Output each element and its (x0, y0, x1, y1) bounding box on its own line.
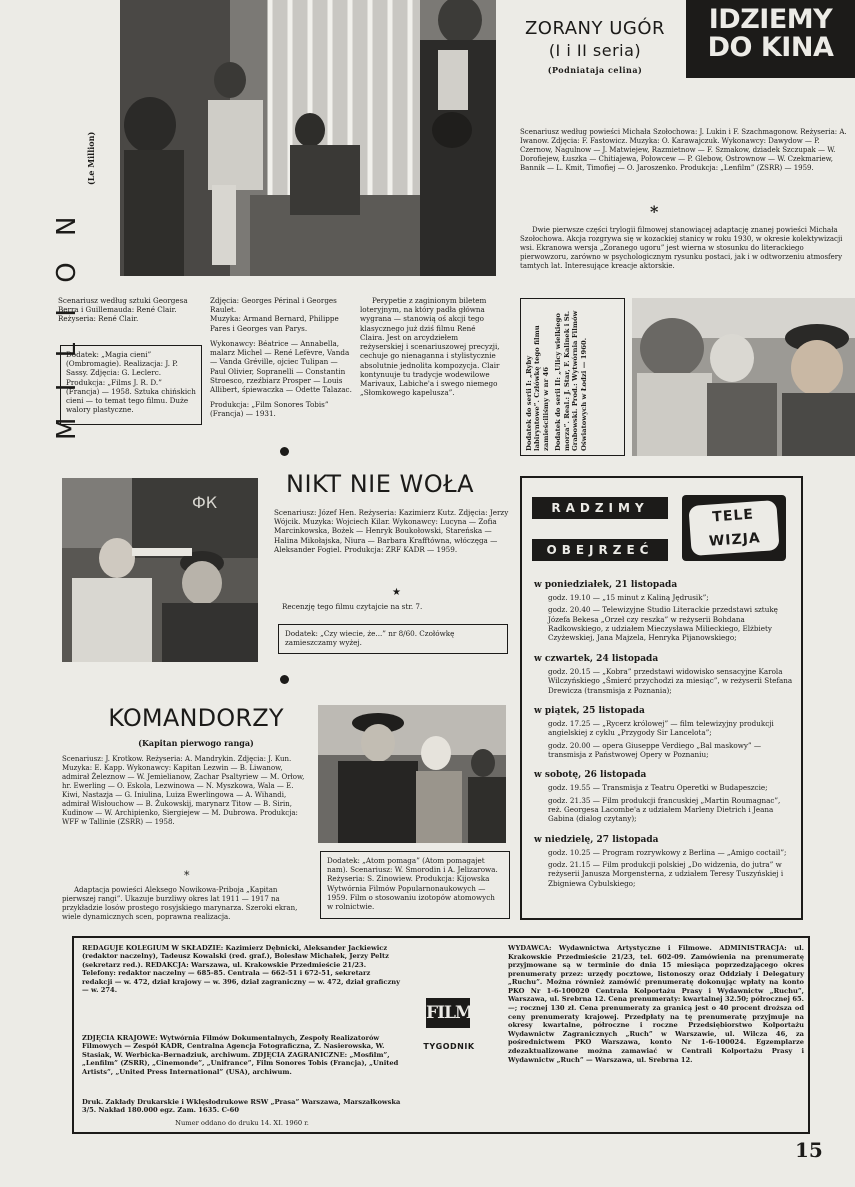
impressum-druk: Druk. Zakłady Drukarskie i Wklęsłodrukowe RSW „Prasa” Warszawa, Marszałkowska 3/5. Nakład 180.000 egz. Zam. 1635. C-60 Numer oddano do druku 14. XI. 1960 r. (82, 1098, 401, 1127)
tv-schedule (534, 580, 796, 891)
tv-label-obejrzec: OBEJRZEĆ (532, 539, 668, 561)
zorany-body: Dwie pierwsze części trylogii filmowej stanowiącej adaptację znanej powieści Michała Szołochowa. Akcja rozgrywa się w kozackiej stanicy w roku 1930, w okresie kolektywizacji wsi. Ekranowa wersja „Zoranego ugoru” jest wierna w stosunku do literackiego pierwowzoru, zarówno w psychologicznym rysunku postaci, jak i w odtworzeniu atmosfery tamtych lat. Interesujące kreacje aktorskie. (520, 226, 843, 270)
milion-dodatek-box: Dodatek: „Magia cieni” (Ombromagie). Realizacja: J. P. Sassy. Zdjęcia: G. Leclerc. Produkcja: „Films J. R. D.” (Francja) — 1958. Sztuka chińskich cieni — to temat tego filmu. Duże walory plastyczne. (60, 345, 202, 425)
film-logo-sub: TYGODNIK (423, 1042, 475, 1051)
zorany-dodatek-vertical: Dodatek do serii I: „Ryby labiryntowe”. Człówkę tego filmu zamieściliśmy w nr 46 Dodatek do serii II: „Ulicy wielkiego morza”. Real.: J. Star, F. Kalinek i St. Grabowski. Prod.: Wytwórnia Filmów Oświatowych w Łodzi — 1960. (520, 298, 625, 456)
tv-day: w poniedziałek, 21 listopada godz. 19.10 — „15 minut z Kaliną Jędrusik”; godz. 20.40 — Telewizyjne Studio Literackie przedstawi sztukę Józefa Bekesa „Orzeł czy reszka” w reżyserii Bohdana Radkowskiego, z udziałem Mieczysława Milieckiego, Elżbiety Czyżewskiej, Jana Majzela, Henryka Pijanowskiego; (534, 580, 778, 643)
tv-day: w piątek, 25 listopada godz. 17.25 — „Rycerz królowej” — film telewizyjny produkcji angielskiej z cyklu „Przygody Sir Lancelota”; godz. 20.00 — opera Giuseppe Verdiego „Bal maskowy” — transmisja z Państwowej Opery w Poznaniu; (534, 705, 774, 759)
nikt-credits: Scenariusz: Józef Hen. Reżyseria: Kazimierz Kutz. Zdjęcia: Jerzy Wójcik. Muzyka: Wojciech Kilar. Wykonawcy: Lucyna — Zofia Marcinkowska, Bożek — Henryk Boukołowski, Stareńska — Halina Mikołajska, Niura — Barbara Krafftówna, włóczęga — Aleksander Fogiel. Produkcja: ZRF KADR — 1959. (274, 508, 509, 554)
nikt-dodatek-box: Dodatek: „Czy wiecie, że...” nr 8/60. Czołówkę zamieszczamy wyżej. (278, 624, 508, 654)
zorany-title: ZORANY UGÓR (I i II seria) (Podniataja celina) (524, 18, 666, 75)
milion-credits-col2: Zdjęcia: Georges Périnal i Georges Raulet. Muzyka: Armand Bernard, Philippe Pares i Georges van Parys. Wykonawcy: Béatrice — Annabella, malarz Michel — René Lefèvre, Vanda — Vanda Gréville, ojciec Tulipan — Paul Olivier, Sopranelli — Constantin Stroesco, rzeźbiarz Prosper — Louis Allibert, śpiewaczka — Odette Talazac. Produkcja: „Film Sonores Tobis” (Francja) — 1931. (210, 296, 352, 419)
impressum-wydawca: WYDAWCA: Wydawnictwa Artystyczne i Filmowe. ADMINISTRACJA: ul. Krakowskie Przedmieście 21/23, tel. 602-09. Zamówienia na prenumeratę przyjmowane są w terminie do dnia 15 miesiąca poprzedzającego okres prenumeraty przez: urzędy pocztowe, listonoszy oraz Oddziały i Delegatury „Ruchu”. Można również zamówić prenumeratę dokonując wpłaty na konto PKO Nr 1-6-100020 Centrala Kolportażu Prasy i Wydawnictw „Ruchu”, Warszawa, ul. Srebrna 12. Cena prenumeraty: kwartalnej 32.50; półrocznej 65.—; rocznej 130 zł. Cena prenumeraty za granicą jest o 40 procent droższa od ceny prenumeraty krajowej. Przedpłaty na tę prenumeratę przyjmuje na okresy kwartalne, półroczne i roczne Przedsiębiorstwo Kolportażu Wydawnictw Zagranicznych „Ruch” w Warszawie, ul. Wilcza 46, za pośrednictwem PKO Warszawa, konto Nr 1-6-100024. Egzemplarze zdezaktualizowane można zamawiać w Centrali Kolportażu Prasy i Wydawnictw „Ruch” — Warszawa, ul. Srebrna 12. (508, 944, 804, 1064)
tv-day: w niedzielę, 27 listopada godz. 10.25 — Program rozrywkowy z Berlina — „Amigo coctail”; godz. 21.15 — Film produkcji polskiej „Do widzenia, do jutra” w reżyserii Janusza Morgensterna, z udziałem Teresy Tuszyńskiej i Zbigniewa Cybulskiego; (534, 834, 787, 888)
komandorzy-star: * (184, 869, 190, 882)
nikt-note: Recenzję tego filmu czytajcie na str. 7. (282, 602, 423, 611)
section-bullet (280, 447, 289, 456)
svg-text:ФК: ФК (192, 493, 218, 512)
komandorzy-body: Adaptacja powieści Aleksego Nowikowa-Priboja „Kapitan pierwszej rangi”. Ukazuje burzliwy okres lat 1911 — 1917 na przykładzie losów prostego rosyjskiego marynarza. Szeroki ekran, wiele dynamicznych scen, poprawna realizacja. (62, 886, 298, 921)
milion-photo (120, 0, 496, 276)
komandorzy-dodatek-box: Dodatek: „Atom pomaga” (Atom pomagajet nam). Scenariusz: W. Smorodin i A. Jelizarowa. Reżyseria: S. Zinowiew. Produkcja: Kijowska Wytwórnia Filmów Popularnonaukowych — 1959. Film o stosowaniu izotopów atomowych w rolnictwie. (320, 851, 510, 919)
section-bullet (280, 675, 289, 684)
tv-label-radzimy: RADZIMY (532, 497, 668, 519)
komandorzy-photo (318, 705, 506, 843)
nikt-title: NIKT NIE WOŁA (286, 470, 475, 498)
tv-day: w sobotę, 26 listopada godz. 19.55 — Transmisja z Teatru Operetki w Budapeszcie; godz. 21.35 — Film produkcji francuskiej „Martin Roumagnac”, reż. Georgesa Lacombe'a z udziałem Marleny Dietrich i Jeana Gabina (dialog czytany); (534, 770, 781, 824)
impressum-zdjecia: ZDJĘCIA KRAJOWE: Wytwórnia Filmów Dokumentalnych, Zespoły Realizatorów Filmowych — Zespół KADR, Centralna Agencja Fotograficzna, Z. Nasierowska, W. Stasiak, W. Werbicka-Bernadziuk, archiwum. ZDJĘCIA ZAGRANICZNE: „Mosfilm”, „Lenfilm” (ZSRR), „Cinemonde”, „Unifrance”, Film Sonores Tobis (Francja), „United Artists”, „United Press International” (USA), archiwum. (82, 1034, 399, 1076)
film-logo: FILM (426, 998, 470, 1028)
zorany-photo (632, 298, 855, 456)
page-number: 15 (795, 1138, 823, 1162)
milion-orig-title: (Le Million) (86, 131, 96, 185)
zorany-credits: Scenariusz według powieści Michała Szołochowa: J. Lukin i F. Szachmagonow. Reżyseria: A. Iwanow. Zdjęcia: F. Fastowicz. Muzyka: O. Karawajczuk. Wykonawcy: Dawydow — P. Czernow, Nagulnow — J. Matwiejew, Razmietnow — F. Szmakow, dziadek Szczupak — W. Dorofiejew, Łuszka — Chitiajewa, Połowcew — P. Glebow, Ostrownow — W. Czekmariew, Bannik — L. Kmit, Timofiej — O. Jaroszenko. Produkcja: „Lenfilm” (ZSRR) — 1959. (520, 128, 847, 172)
idziemy-do-kina-banner: IDZIEMY DO KINA (686, 0, 855, 78)
milion-review: Perypetie z zaginionym biletem loteryjnym, na który padła główna wygrana — stanowią oś akcji tego klasycznego już dziś filmu René Claira. Jest on arcydziełem reżyserskiej i scenariuszowej precyzji, cechuje go nienaganna i stylistycznie absolutnie jednolita kompozycja. Clair kontynuuje tu tradycje wodewilowe Marivaux, Labiche'a i swego niemego „Słomkowego kapelusza”. (360, 296, 500, 398)
tv-recommendations (520, 476, 803, 920)
impressum (72, 936, 810, 1134)
nikt-star: ★ (392, 587, 401, 598)
telewizja-logo: TELE WIZJA (682, 495, 786, 561)
komandorzy-credits: Scenariusz: J. Krotkow. Reżyseria: A. Mandrykin. Zdjęcia: J. Kun. Muzyka: E. Kapp. Wykonawcy: Kapitan Lezwin — B. Liwanow, admirał Żeleznow — W. Jemielianow, Zachar Psaltyriew — M. Orłow, hr. Ewerling — O. Eskola, Lezwinowa — N. Myszkowa, Wala — E. Kiwi, Nastazja — G. Iniulina, Luiza Ewerlingowa — A. Wihandi, admirał Wisłouchow — B. Żukowskij, marynarz Titow — B. Sirin, Kudinow — W. Archipienko, Siergiejew — M. Dubrowa. Produkcja: WFF w Tallinie (ZSRR) — 1958. (62, 755, 305, 826)
impressum-redakcja: REDAGUJE KOLEGIUM W SKŁADZIE: Kazimierz Dębnicki, Aleksander Jackiewicz (redaktor naczelny), Tadeusz Kowalski (red. graf.), Bolesław Michałek, Jerzy Peltz (sekretarz red.). REDAKCJA: Warszawa, ul. Krakowskie Przedmieście 21/23. Telefony: redaktor naczelny — 685-85. Centrala — 662-51 i 672-51, sekretarz redakcji — w. 472, dział krajowy — w. 396, dział zagraniczny — w. 472, dział graficzny — w. 274. (82, 944, 401, 994)
milion-credits-col1: Scenariusz według sztuki Georgesa Berra i Guillemauda: René Clair. Reżyseria: René Clair. (58, 296, 188, 324)
milion-title: M I L I O N (52, 207, 82, 440)
tv-day: w czwartek, 24 listopada godz. 20.15 — „Kobra” przedstawi widowisko sensacyjne Karola Wilczyńskiego „Śmierć przychodzi za miesiąc”, w reżyserii Stefana Drewicza (transmisja z Poznania); (534, 653, 793, 695)
zorany-star: * (650, 202, 659, 221)
komandorzy-title: KOMANDORZY (Kapitan pierwogo ranga) (108, 704, 284, 748)
nikt-photo (62, 478, 258, 662)
